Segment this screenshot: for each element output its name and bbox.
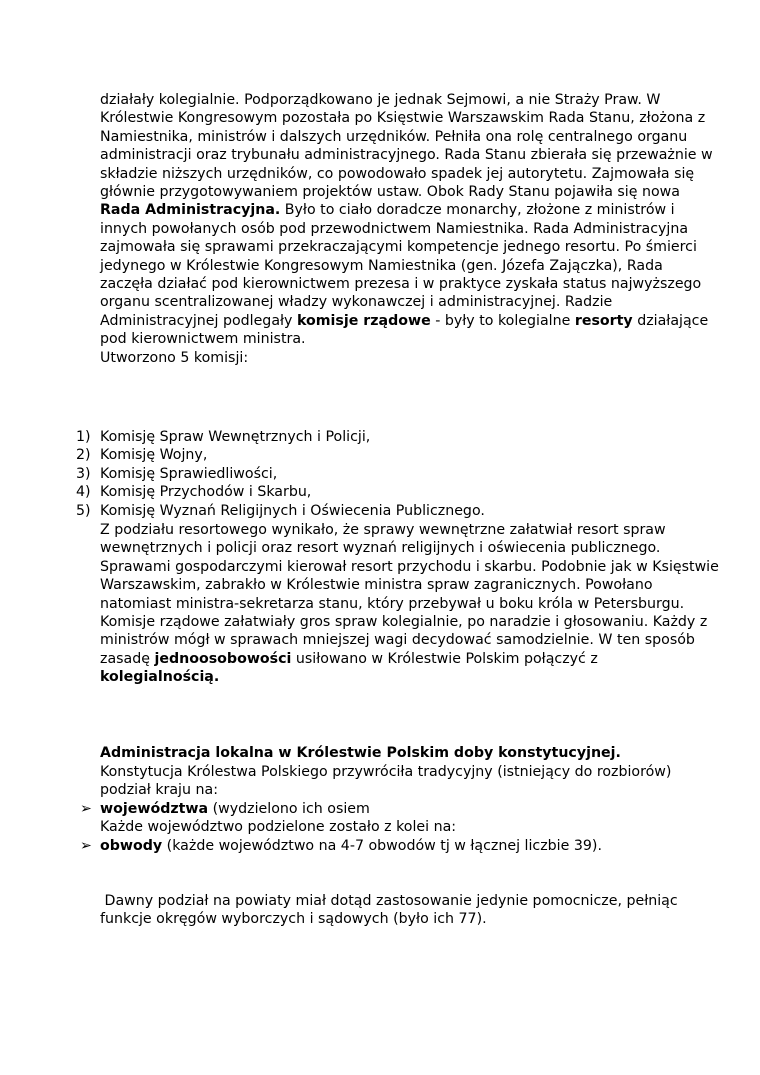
term-obwody: obwody	[100, 838, 163, 854]
commission-list	[76, 428, 726, 520]
list-item-label: Komisję Przychodów i Skarbu,	[100, 484, 312, 501]
between-text: Każde województwo podzielone zostało z kolei na:	[100, 819, 457, 835]
list-intro: Utworzono 5 komisji:	[100, 349, 249, 366]
list-number: 2)	[76, 447, 91, 464]
list-item-label: Komisję Spraw Wewnętrznych i Policji,	[100, 429, 371, 445]
term-kolegialnosc: kolegialnością.	[100, 669, 220, 686]
paragraph-central-administration	[100, 91, 720, 367]
text-run: działające pod kierownictwem ministra.	[100, 312, 709, 348]
paragraph-resorts	[100, 521, 720, 687]
list-item	[76, 483, 726, 501]
list-item-label: Komisję Wojny,	[100, 447, 208, 464]
list-number: 3)	[76, 465, 91, 482]
bullet-item-obwody	[100, 837, 740, 855]
arrow-bullet-icon: ➢	[80, 838, 92, 854]
list-number: 5)	[76, 502, 91, 519]
list-item-label: Komisję Wyznań Religijnych i Oświecenia Publicznego.	[100, 502, 485, 519]
arrow-bullet-icon: ➢	[80, 801, 92, 817]
list-number: 1)	[76, 429, 91, 445]
text-run: - były to kolegialne	[430, 312, 575, 329]
list-item	[76, 502, 726, 520]
text-run: (każde województwo na 4-7 obwodów tj w łącznej liczbie 39).	[162, 838, 602, 854]
term-wojewodztwa: województwa	[100, 801, 209, 817]
term-rada-administracyjna: Rada Administracyjna.	[100, 202, 281, 219]
list-item-label: Komisję Sprawiedliwości,	[100, 465, 278, 482]
text-run: Było to ciało doradcze monarchy, złożone z ministrów i innych powołanych osób pod przewodnictwem Namiestnika. Rada Administracyjna zajmowała się sprawami przekraczającymi kompetencje jednego resortu. Po śmierci jedynego w Królestwie Kongresowym Namiestnika (gen. Józefa Zajączka), Rada zaczęła działać pod kierownictwem prezesa i w praktyce zyskała status najwyższego organu scentralizowanej władzy wykonawczej i administracyjnej. Radzie Administracyjnej podlegały	[100, 202, 702, 329]
section-heading: Administracja lokalna w Królestwie Polskim doby konstytucyjnej.	[100, 745, 621, 761]
term-jednoosobowosc: jednoosobowości	[154, 650, 292, 667]
text-run: (wydzielono ich osiem	[208, 801, 370, 817]
list-item	[76, 428, 726, 446]
term-komisje-rzadowe: komisje rządowe	[296, 312, 431, 329]
section-intro: Konstytucja Królestwa Polskiego przywróciła tradycyjny (istniejący do rozbiorów) podział kraju na:	[100, 764, 672, 799]
list-number: 4)	[76, 484, 91, 501]
text-run: działały kolegialnie. Podporządkowano je jednak Sejmowi, a nie Straży Praw. W Królestwie Kongresowym pozostała po Księstwie Warszawskim Rada Stanu, złożona z Namiestnika, ministrów i dalszych urzędników. Pełniła ona rolę centralnego organu administracji oraz trybunału administracyjnego. Rada Stanu zbierała się przeważnie w składzie niższych urzędników, co powodowało spadek jej autorytetu. Zajmowała się głównie przygotowywaniem projektów ustaw. Obok Rady Stanu pojawiła się nowa	[100, 92, 713, 201]
text-run: usiłowano w Królestwie Polskim połączyć z	[291, 650, 598, 667]
list-item	[76, 446, 726, 464]
list-item	[76, 465, 726, 483]
term-resorty: resorty	[574, 312, 633, 329]
bullet-item-wojewodztwa	[100, 800, 740, 818]
text-run: Z podziału resortowego wynikało, że sprawy wewnętrzne załatwiał resort spraw wewnętrznych i policji oraz resort wyznań religijnych i oświecenia publicznego. Sprawami gospodarczymi kierował resort przychodu i skarbu. Podobnie jak w Księstwie Warszawskim, zabrakło w Królestwie ministra spraw zagranicznych. Powołano natomiast ministra-sekretarza stanu, który przebywał u boku króla w Petersburgu. Komisje rządowe załatwiały gros spraw kolegialnie, po naradzie i głosowaniu. Każdy z ministrów mógł w sprawach mniejszej wagi decydować samodzielnie. W ten sposób zasadę	[100, 522, 719, 667]
paragraph-powiaty: Dawny podział na powiaty miał dotąd zastosowanie jedynie pomocnicze, pełniąc funkcje okręgów wyborczych i sądowych (było ich 77).	[100, 893, 683, 928]
